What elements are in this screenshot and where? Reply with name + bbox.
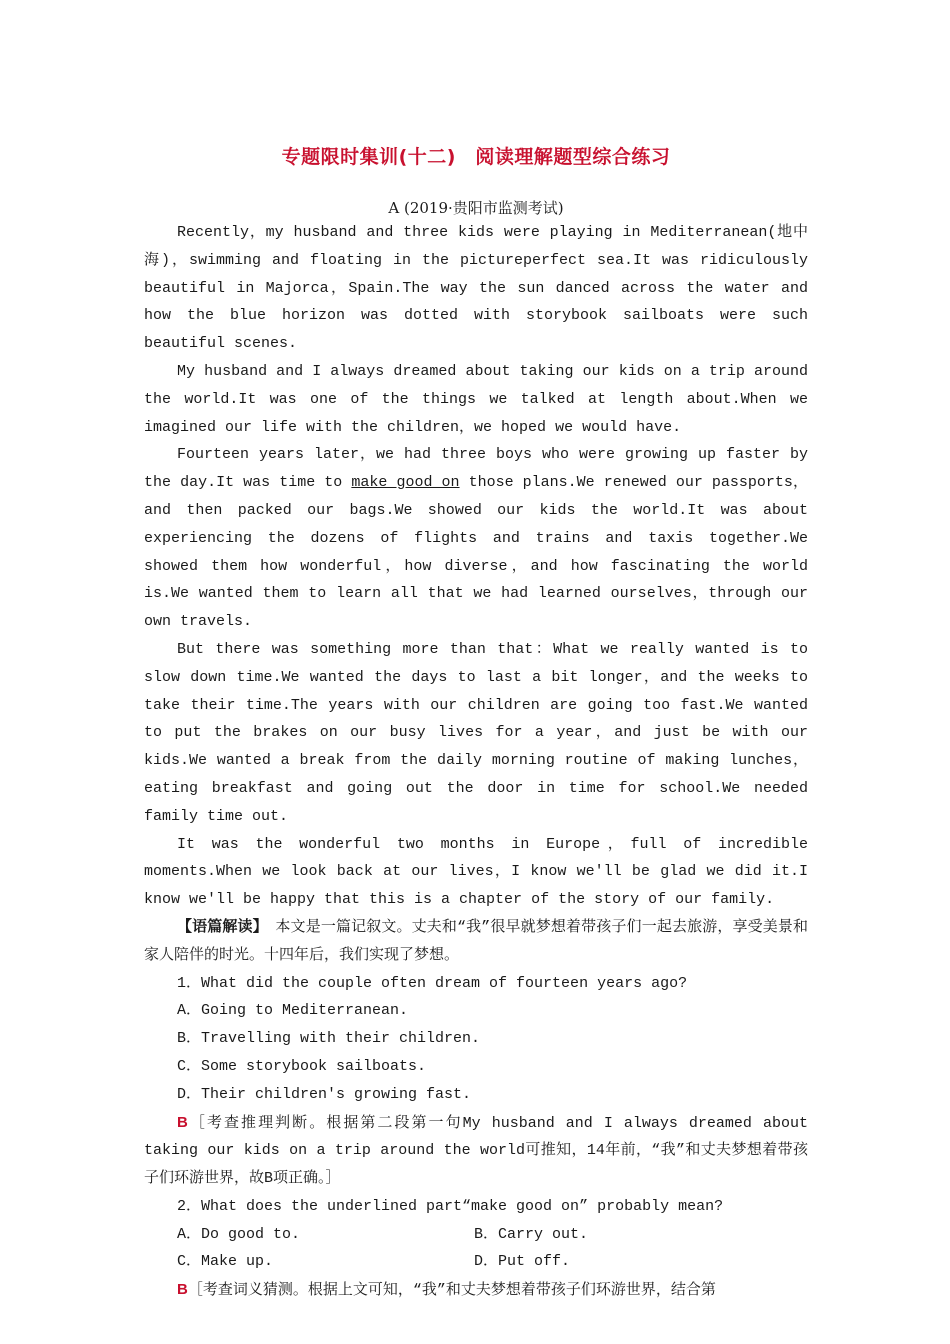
question-2-option-a: A．Do good to.: [177, 1225, 301, 1243]
answer-letter: B: [177, 1281, 188, 1299]
passage-summary: [144, 914, 808, 970]
answer-letter: B: [177, 1113, 188, 1131]
question-1-stem: 1．What did the couple often dream of fourteen years ago?: [177, 974, 688, 992]
question-2-option-d: D．Put off.: [474, 1253, 571, 1271]
question-2-stem: 2．What does the underlined part“make good on” probably mean?: [177, 1197, 724, 1215]
question-2-answer: [144, 1276, 808, 1305]
answer-explanation: ［考查词义猜测。根据上文可知，“我”和丈夫梦想着带孩子们环游世界，结合第: [187, 1282, 716, 1300]
page-title: 专题限时集训(十二) 阅读理解题型综合练习: [281, 146, 671, 168]
question-1-option-a: A．Going to Mediterranean.: [177, 1002, 409, 1020]
question-2-options-row-2: [144, 1248, 808, 1276]
question-1-option-c: C．Some storybook sailboats.: [177, 1057, 427, 1075]
question-2-option-b: B．Carry out.: [474, 1225, 589, 1243]
question-1-option-d: D．Their children's growing fast.: [177, 1085, 472, 1103]
underlined-phrase: make good on: [351, 474, 460, 492]
question-1-answer: [144, 1109, 808, 1193]
paragraph-4: But there was something more than that：What we really wanted is to slow down time.We wanted the days to last a bit longer，and the weeks to take their time.The years with our children are going too fast.We wanted to put the brakes on our busy lives for a year，and just be with our kids.We wanted a break from the daily morning routine of making lunches，eating breakfast and going out the door in time for school.We needed family time out.: [144, 640, 808, 825]
answer-explanation: ［考查推理判断。根据第二段第一句My husband and I always dreamed about taking our kids on a trip around the world可推知，14年前，“我”和丈夫梦想着带孩子们环游世界，故B项正确。］: [144, 1114, 808, 1188]
paragraph-3-before: Fourteen years later，we had three boys who were growing up faster by the day.It was time to: [144, 446, 808, 492]
question-2-options-row-1: [144, 1221, 808, 1249]
document-body: [144, 219, 808, 1305]
section-heading: A (2019·贵阳市监测考试): [388, 199, 564, 217]
paragraph-1: Recently，my husband and three kids were playing in Mediterranean(地中海)，swimming and floating in the pictureperfect sea.It was ridiculously beautiful in Majorca，Spain.The way the sun danced across the water and how the blue horizon was dotted with storybook sailboats were such beautiful scenes.: [144, 224, 808, 353]
paragraph-5: It was the wonderful two months in Europe，full of incredible moments.When we look back at our lives，I know we'll be glad we did it.I know we'll be happy that this is a chapter of the story of our family.: [144, 835, 808, 909]
summary-text: 本文是一篇记叙文。丈夫和“我”很早就梦想着带孩子们一起去旅游，享受美景和家人陪伴的时光。十四年后，我们实现了梦想。: [144, 918, 808, 964]
question-1-option-b: B．Travelling with their children.: [177, 1030, 481, 1048]
paragraph-3-after: those plans.We renewed our passports，and then packed our bags.We showed our kids the world.It was about experiencing the dozens of flights and trains and taxis together.We showed them how wonderful，how diverse，and how fascinating the world is.We wanted them to learn all that we had learned ourselves，through our own travels.: [144, 474, 808, 631]
paragraph-2: My husband and I always dreamed about taking our kids on a trip around the world.It was one of the things we talked at length about.When we imagined our life with the children，we hoped we would have.: [144, 362, 808, 436]
summary-tag: 【语篇解读】: [177, 918, 261, 936]
paragraph-3: [144, 441, 808, 636]
question-2-option-c: C．Make up.: [177, 1253, 274, 1271]
